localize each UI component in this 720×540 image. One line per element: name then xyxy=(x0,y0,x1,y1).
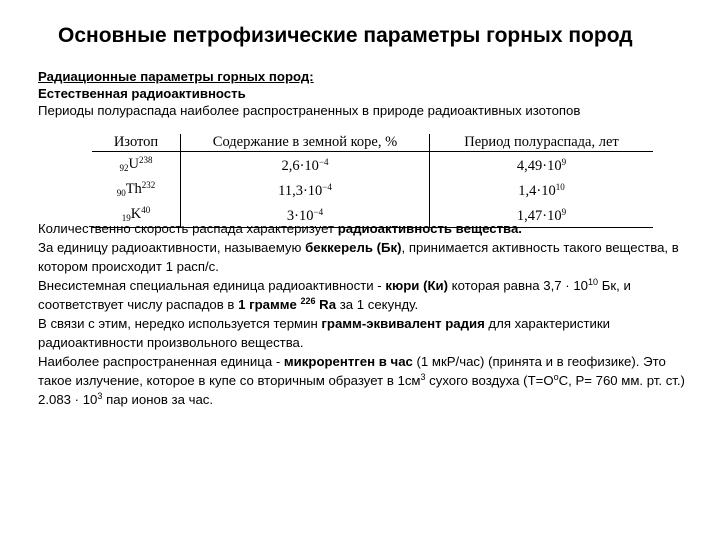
content-cell xyxy=(181,177,430,202)
paragraph-microroentgen xyxy=(38,352,698,409)
section-heading: Радиационные параметры горных пород: xyxy=(38,69,314,84)
half-life-value: 1,47·10 xyxy=(516,208,562,224)
exponent: 3 xyxy=(420,372,426,382)
atomic-number: 92 xyxy=(119,163,129,173)
text-run: за 1 секунду. xyxy=(336,297,419,312)
element-symbol: K xyxy=(130,206,142,222)
half-life-value: 1,4·10 xyxy=(518,183,556,199)
header-isotope: Изотоп xyxy=(92,134,181,152)
mass-number: 238 xyxy=(138,155,153,165)
text-run: которая равна 3,7 · 10 xyxy=(448,278,589,293)
table-row xyxy=(92,177,653,202)
content-value: 3·10 xyxy=(286,208,314,224)
content-cell xyxy=(181,152,430,178)
text-run: C, P= 760 мм. рт. ст.) 2.083 · 10 xyxy=(38,373,685,407)
term-gram-radium xyxy=(238,297,336,312)
mass-number: 226 xyxy=(300,296,316,306)
text-run: Внесистемная специальная единица радиоактивности - xyxy=(38,278,386,293)
paragraph-radioactivity xyxy=(38,219,698,238)
half-life-cell xyxy=(430,177,654,202)
body-text xyxy=(38,219,698,409)
exponent: 3 xyxy=(97,391,103,401)
term-curie: кюри (Ки) xyxy=(385,278,449,293)
text-run: пар ионов за час. xyxy=(102,392,214,407)
paragraph-becquerel xyxy=(38,238,698,276)
intro-block xyxy=(38,68,688,119)
mass-number: 40 xyxy=(141,205,151,215)
text-run: Бк, и соответствует числу распадов в xyxy=(38,278,631,312)
content-value: 11,3·10 xyxy=(278,183,323,199)
element-symbol: U xyxy=(128,156,139,172)
text-run: для характеристики радиоактивности произвольного вещества. xyxy=(38,316,611,350)
text-run: Ra xyxy=(315,297,337,312)
table-header-row xyxy=(92,134,653,152)
text-run: В связи с этим, нередко используется термин xyxy=(38,316,322,331)
half-life-exponent: 9 xyxy=(561,157,567,167)
degree-mark: o xyxy=(553,372,559,382)
content-exponent: −4 xyxy=(313,207,324,217)
header-content: Содержание в земной коре, % xyxy=(181,134,430,152)
half-life-value: 4,49·10 xyxy=(516,158,562,174)
atomic-number: 19 xyxy=(121,213,131,223)
paragraph-gram-equivalent xyxy=(38,314,698,352)
text-run: сухого воздуха (T=O xyxy=(425,373,554,388)
half-life-exponent: 10 xyxy=(555,182,565,192)
header-half-life: Период полураспада, лет xyxy=(430,134,654,152)
text-run: За единицу радиоактивности, называемую xyxy=(38,240,306,255)
content-exponent: −4 xyxy=(322,182,332,192)
text-run: 1 грамме xyxy=(238,297,301,312)
text-run: (1 мкР/час) (принята и в геофизике). Это такое излучение, которое в купе со вторичным образует в 1см xyxy=(38,354,666,388)
atomic-number: 90 xyxy=(116,188,126,198)
text-run: Количественно скорость распада характеризует xyxy=(38,221,338,236)
isotope-table xyxy=(92,134,653,228)
isotope-cell xyxy=(92,152,181,178)
content-value: 2,6·10 xyxy=(281,158,319,174)
paragraph-curie xyxy=(38,276,698,314)
text-run: , принимается активность такого вещества, в котором происходит 1 расп/с. xyxy=(38,240,679,274)
table-row xyxy=(92,152,653,178)
content-exponent: −4 xyxy=(318,157,329,167)
mass-number: 232 xyxy=(141,180,156,190)
term-radioactivity: радиоактивность вещества. xyxy=(337,221,522,236)
half-life-exponent: 9 xyxy=(561,207,567,217)
page-title: Основные петрофизические параметры горных пород xyxy=(58,24,633,47)
text-run: Наиболее распространенная единица - xyxy=(38,354,284,369)
isotope-cell xyxy=(92,177,181,202)
table-caption: Периоды полураспада наиболее распространенных в природе радиоактивных изотопов xyxy=(38,103,581,118)
element-symbol: Th xyxy=(125,181,142,197)
term-becquerel: беккерель (Бк) xyxy=(305,240,402,255)
exponent: 10 xyxy=(588,277,599,287)
term-microroentgen: микрорентген в час xyxy=(283,354,413,369)
half-life-cell xyxy=(430,152,654,178)
term-gram-equivalent: грамм-эквивалент радия xyxy=(321,316,485,331)
subsection-heading: Естественная радиоактивность xyxy=(38,86,246,101)
